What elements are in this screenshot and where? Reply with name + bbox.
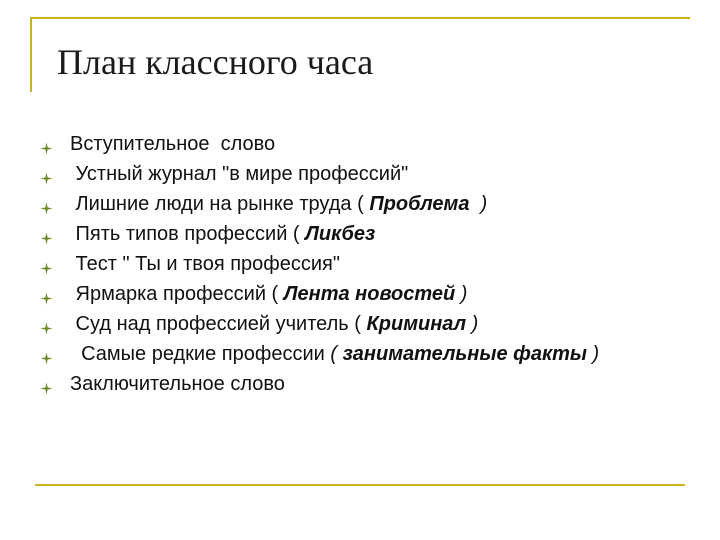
agenda-list: [40, 130, 700, 400]
diamond-bullet-icon: [40, 168, 53, 181]
list-item: [40, 190, 700, 220]
diamond-bullet-icon: [40, 138, 53, 151]
list-item-text-part: Устный журнал "в мире профессий": [70, 163, 409, 185]
list-item: [40, 160, 700, 190]
diamond-bullet-icon: [40, 378, 53, 391]
top-accent-line: [30, 17, 690, 19]
list-item-text-part: Вступительное слово: [70, 133, 276, 155]
list-item-text: [70, 343, 599, 366]
list-item: [40, 370, 700, 400]
list-item-text-part: Пять типов профессий (: [70, 223, 306, 245]
list-item-text-part: Криминал: [366, 313, 467, 335]
list-item-text-part: Лента новостей: [283, 283, 456, 305]
list-item-text: [70, 313, 478, 336]
list-item-text-part: Ярмарка профессий (: [70, 283, 284, 305]
slide-title: План классного часа: [57, 42, 374, 82]
list-item-text-part: ): [466, 313, 479, 335]
left-accent-line: [30, 17, 32, 92]
list-item-text-part: ): [455, 283, 468, 305]
diamond-bullet-icon: [40, 318, 53, 331]
list-item-text-part: Заключительное слово: [70, 373, 285, 395]
list-item-text: [70, 283, 467, 306]
list-item: [40, 340, 700, 370]
diamond-bullet-icon: [40, 258, 53, 271]
list-item-text-part: Самые редкие профессии: [70, 343, 331, 365]
list-item: [40, 220, 700, 250]
list-item: [40, 310, 700, 340]
diamond-bullet-icon: [40, 348, 53, 361]
list-item: [40, 280, 700, 310]
bottom-accent-line: [35, 484, 685, 486]
diamond-bullet-icon: [40, 288, 53, 301]
list-item-text-part: Лишние люди на рынке труда (: [70, 193, 370, 215]
diamond-bullet-icon: [40, 198, 53, 211]
list-item-text-part: ): [469, 193, 488, 215]
list-item-text: [70, 163, 408, 186]
diamond-bullet-icon: [40, 228, 53, 241]
list-item-text: [70, 193, 487, 216]
list-item-text-part: Суд над профессией учитель (: [70, 313, 367, 335]
list-item-text-part: Проблема: [369, 193, 470, 215]
list-item-text: [70, 373, 285, 396]
list-item-text-part: занимательные факты: [342, 343, 587, 365]
list-item: [40, 130, 700, 160]
list-item-text: [70, 223, 375, 246]
list-item-text: [70, 253, 340, 276]
list-item-text-part: (: [330, 343, 343, 365]
list-item-text-part: Ликбез: [305, 223, 376, 245]
list-item-text: [70, 133, 275, 156]
list-item-text-part: ): [586, 343, 600, 365]
list-item-text-part: Тест " Ты и твоя профессия": [70, 253, 340, 275]
list-item: [40, 250, 700, 280]
